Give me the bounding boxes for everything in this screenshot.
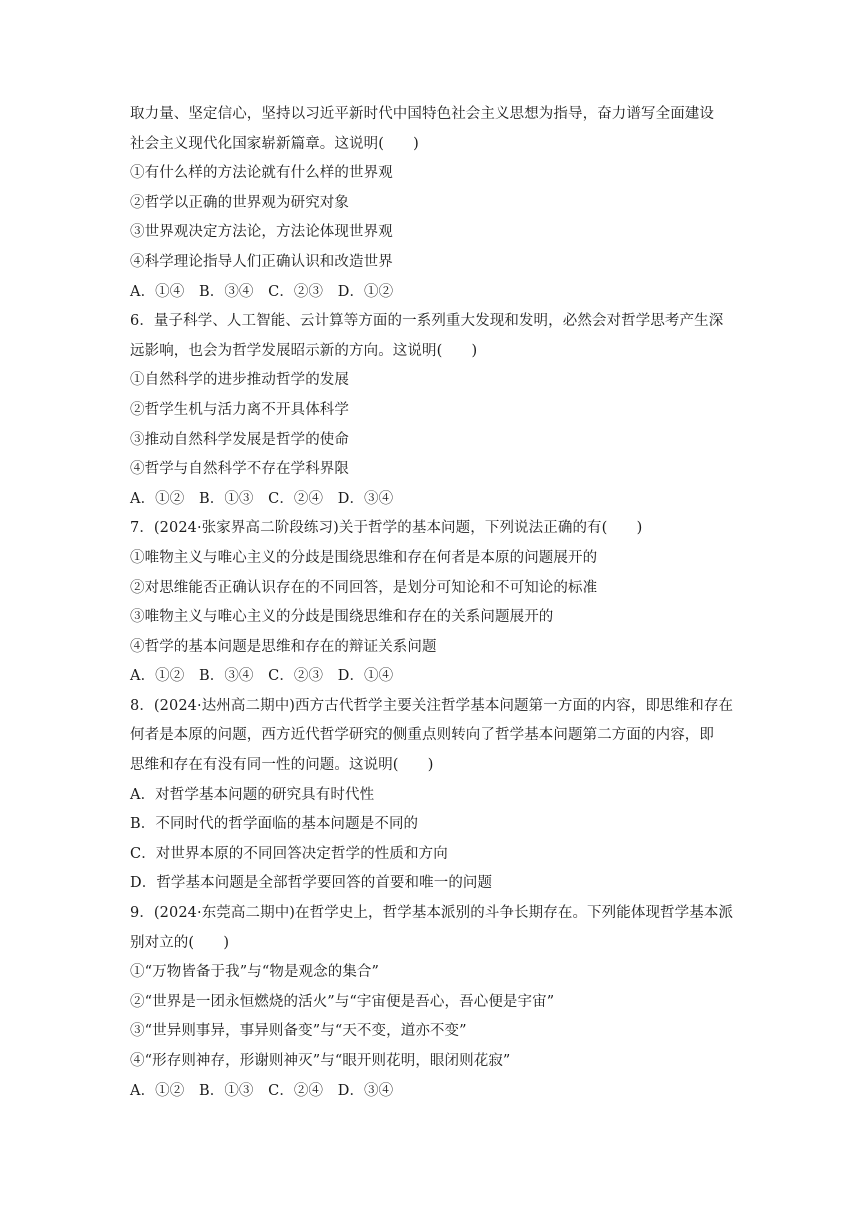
question-5	[130, 100, 740, 307]
question-9	[130, 899, 740, 1106]
statement-3: ③推动自然科学发展是哲学的使命	[130, 431, 349, 448]
statement-4: ④“形存则神存，形谢则神灭”与“眼开则花明，眼闭则花寂”	[130, 1053, 511, 1069]
question-stem-line: 思维和存在有没有同一性的问题。这说明( )	[130, 757, 434, 774]
choice-c: C．对世界本原的不同回答决定哲学的性质和方向	[130, 845, 448, 862]
statement-2: ②“世界是一团永恒燃烧的活火”与“宇宙便是吾心，吾心便是宇宙”	[130, 993, 555, 1010]
statement-3: ③世界观决定方法论，方法论体现世界观	[130, 224, 393, 241]
question-stem-line: 8．(2024·达州高二期中)西方古代哲学主要关注哲学基本问题第一方面的内容，即思维和存在	[130, 697, 734, 714]
question-stem-line: 9．(2024·东莞高二期中)在哲学史上，哲学基本派别的斗争长期存在。下列能体现哲学基本派	[130, 905, 734, 922]
answer-options: A．①② B．①③ C．②④ D．③④	[130, 1082, 394, 1099]
choice-d: D．哲学基本问题是全部哲学要回答的首要和唯一的问题	[130, 875, 493, 892]
question-stem-line: 别对立的( )	[130, 934, 230, 951]
question-stem-line: 远影响，也会为哲学发展昭示新的方向。这说明( )	[130, 342, 478, 359]
statement-4: ④科学理论指导人们正确认识和改造世界	[130, 253, 393, 270]
statement-2: ②哲学以正确的世界观为研究对象	[130, 194, 349, 211]
question-8	[130, 692, 740, 899]
statement-1: ①唯物主义与唯心主义的分歧是围绕思维和存在何者是本原的问题展开的	[130, 549, 598, 566]
question-7	[130, 514, 740, 692]
statement-2: ②对思维能否正确认识存在的不同回答，是划分可知论和不可知论的标准	[130, 579, 598, 596]
answer-options: A．①② B．①③ C．②④ D．③④	[130, 490, 394, 507]
statement-3: ③“世异则事异，事异则备变”与“天不变，道亦不变”	[130, 1023, 467, 1040]
question-stem-line: 7．(2024·张家界高二阶段练习)关于哲学的基本问题，下列说法正确的有( )	[130, 520, 643, 537]
question-stem-line: 6．量子科学、人工智能、云计算等方面的一系列重大发现和发明，必然会对哲学思考产生深	[130, 313, 724, 330]
question-stem-line: 何者是本原的问题，西方近代哲学研究的侧重点则转向了哲学基本问题第二方面的内容，即	[130, 727, 714, 744]
statement-2: ②哲学生机与活力离不开具体科学	[130, 401, 349, 418]
answer-options: A．①② B．③④ C．②③ D．①④	[130, 668, 394, 685]
question-stem-line: 取力量、坚定信心，坚持以习近平新时代中国特色社会主义思想为指导，奋力谱写全面建设	[130, 106, 714, 122]
question-6	[130, 307, 740, 514]
statement-1: ①有什么样的方法论就有什么样的世界观	[130, 165, 393, 182]
statement-4: ④哲学与自然科学不存在学科界限	[130, 461, 349, 478]
statement-1: ①“万物皆备于我”与“物是观念的集合”	[130, 964, 380, 981]
question-content	[130, 100, 740, 1106]
statement-4: ④哲学的基本问题是思维和存在的辩证关系问题	[130, 638, 437, 655]
choice-b: B．不同时代的哲学面临的基本问题是不同的	[130, 816, 419, 833]
answer-options: A．①④ B．③④ C．②③ D．①②	[130, 283, 394, 300]
statement-3: ③唯物主义与唯心主义的分歧是围绕思维和存在的关系问题展开的	[130, 609, 554, 626]
statement-1: ①自然科学的进步推动哲学的发展	[130, 372, 349, 389]
choice-a: A．对哲学基本问题的研究具有时代性	[130, 786, 375, 803]
question-stem-line: 社会主义现代化国家崭新篇章。这说明( )	[130, 135, 419, 152]
